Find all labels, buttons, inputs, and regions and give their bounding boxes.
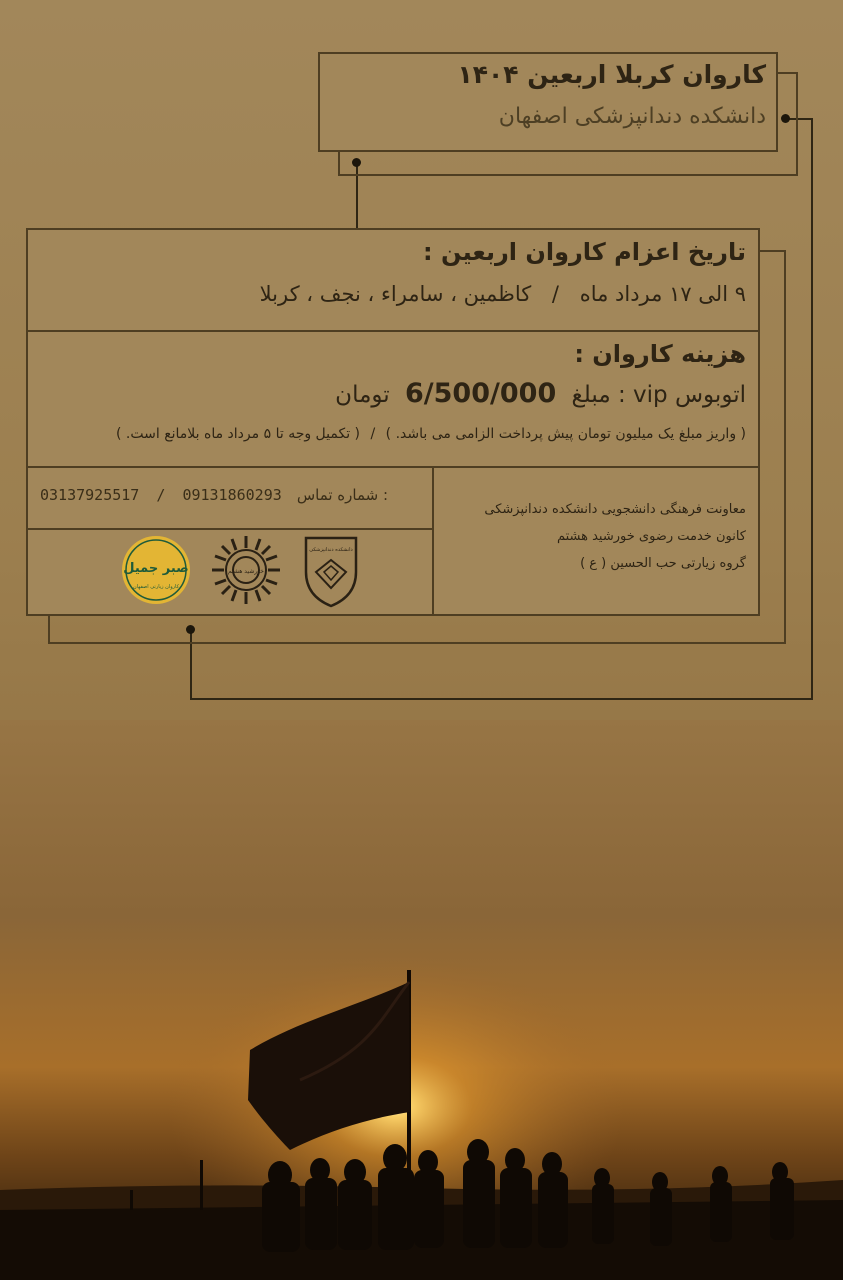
organizers-list bbox=[436, 496, 746, 577]
divider-cost-bottom bbox=[28, 466, 758, 468]
organizer-line: کانون خدمت رضوی خورشید هشتم bbox=[556, 529, 746, 544]
contact-mobile[interactable]: 09131860293 bbox=[182, 486, 282, 504]
khorshid-logo-text: خورشید هشتم bbox=[228, 568, 264, 575]
sunset-flag-photo bbox=[0, 720, 843, 1280]
price-value: 6/500/000 bbox=[405, 378, 557, 409]
sabr-logo-text: صبر جمیل bbox=[123, 561, 189, 576]
note-completion: ( تکمیل وجه تا ۵ مرداد ماه بلامانع است. ) bbox=[116, 426, 361, 442]
organizer-line: معاونت فرهنگی دانشجویی دانشکده دندانپزشکی bbox=[484, 502, 746, 517]
bus-label: اتوبوس vip : مبلغ bbox=[571, 382, 746, 408]
departure-heading: تاریخ اعزام کاروان اربعین : bbox=[423, 238, 746, 266]
cost-notes bbox=[30, 426, 746, 442]
khorshid-logo bbox=[208, 532, 284, 608]
contact-separator: / bbox=[156, 486, 166, 504]
organizer-line: گروه زیارتی حب الحسین ( ع ) bbox=[580, 556, 746, 571]
main-box bbox=[26, 228, 760, 616]
faculty-logo-text: دانشکده دندانپزشکی bbox=[309, 547, 353, 553]
sabr-logo bbox=[120, 534, 192, 606]
departure-cities: کاظمین ، سامراء ، نجف ، کربلا bbox=[259, 282, 532, 306]
departure-separator: / bbox=[551, 282, 559, 306]
currency-label: تومان bbox=[335, 382, 390, 408]
header-box bbox=[318, 52, 778, 152]
connector-line-right-vertical bbox=[811, 118, 813, 700]
sabr-logo-subtext: کاروان زیارتی اصفهان bbox=[133, 584, 179, 590]
contact-landline[interactable]: 03137925517 bbox=[40, 486, 140, 504]
faculty-shield-logo bbox=[302, 532, 360, 610]
cost-line bbox=[36, 378, 746, 409]
connector-line-bottom-horizontal bbox=[190, 698, 813, 700]
header-subtitle: دانشکده دندانپزشکی اصفهان bbox=[498, 104, 766, 129]
divider-departure-cost bbox=[28, 330, 758, 332]
cost-heading: هزینه کاروان : bbox=[574, 340, 746, 368]
contact-line bbox=[40, 486, 426, 504]
note-separator: / bbox=[370, 426, 376, 442]
header-title: کاروان کربلا اربعین ۱۴۰۴ bbox=[457, 60, 766, 89]
note-deposit: ( واریز مبلغ یک میلیون تومان پیش پرداخت الزامی می باشد. ) bbox=[385, 426, 746, 442]
departure-dates: ۹ الی ۱۷ مرداد ماه bbox=[579, 282, 746, 306]
departure-line bbox=[36, 282, 746, 306]
divider-contact-logos bbox=[28, 528, 432, 530]
contact-label: شماره تماس : bbox=[296, 486, 389, 504]
divider-vertical-bottom bbox=[432, 466, 434, 616]
